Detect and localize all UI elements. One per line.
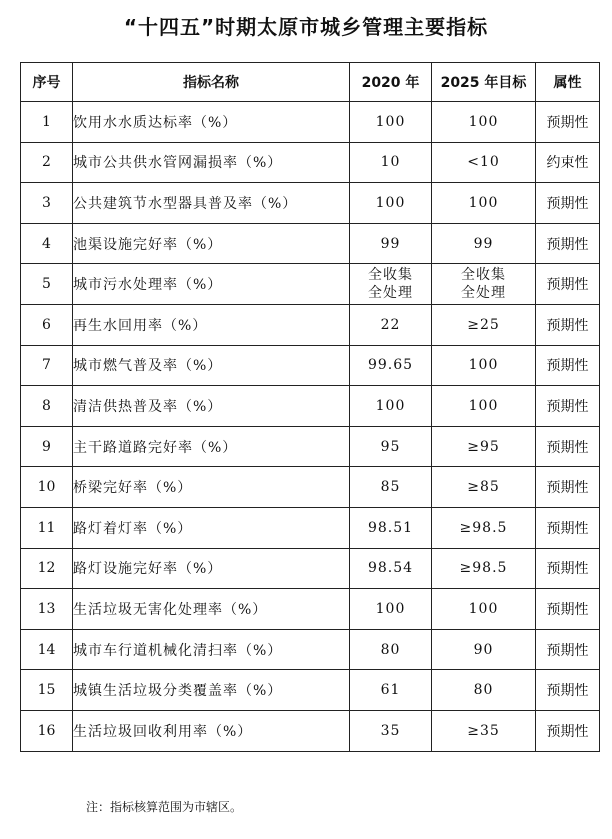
header-2020: 2020 年 (350, 63, 432, 102)
indicators-table (20, 62, 600, 752)
cell-indicator-name: 再生水回用率（%） (73, 304, 350, 345)
cell-serial-no: 12 (21, 548, 73, 589)
cell-serial-no: 7 (21, 345, 73, 386)
cell-serial-no: 11 (21, 507, 73, 548)
cell-value-2020: 99.65 (350, 345, 432, 386)
cell-indicator-name: 生活垃圾无害化处理率（%） (73, 589, 350, 630)
table-row (21, 345, 600, 386)
table-row (21, 142, 600, 183)
cell-attribute: 预期性 (536, 629, 600, 670)
cell-serial-no: 15 (21, 670, 73, 711)
cell-indicator-name: 清洁供热普及率（%） (73, 386, 350, 427)
cell-target-2025: ≥98.5 (432, 548, 536, 589)
cell-target-2025: 99 (432, 223, 536, 264)
cell-value-2020: 99 (350, 223, 432, 264)
cell-attribute: 预期性 (536, 548, 600, 589)
cell-indicator-name: 城市公共供水管网漏损率（%） (73, 142, 350, 183)
cell-attribute: 预期性 (536, 183, 600, 224)
cell-indicator-name: 池渠设施完好率（%） (73, 223, 350, 264)
cell-serial-no: 8 (21, 386, 73, 427)
cell-value-2020: 100 (350, 589, 432, 630)
cell-serial-no: 14 (21, 629, 73, 670)
cell-value-2020: 全收集 全处理 (350, 264, 432, 305)
cell-target-2025: ≥85 (432, 467, 536, 508)
cell-target-2025: 90 (432, 629, 536, 670)
cell-target-2025: ≥95 (432, 426, 536, 467)
cell-indicator-name: 路灯着灯率（%） (73, 507, 350, 548)
cell-value-2020: 22 (350, 304, 432, 345)
table-row (21, 304, 600, 345)
table-row (21, 467, 600, 508)
cell-serial-no: 1 (21, 102, 73, 143)
cell-serial-no: 16 (21, 710, 73, 751)
cell-attribute: 预期性 (536, 223, 600, 264)
cell-serial-no: 5 (21, 264, 73, 305)
cell-serial-no: 6 (21, 304, 73, 345)
cell-indicator-name: 城镇生活垃圾分类覆盖率（%） (73, 670, 350, 711)
table-row (21, 223, 600, 264)
cell-indicator-name: 城市污水处理率（%） (73, 264, 350, 305)
cell-attribute: 约束性 (536, 142, 600, 183)
cell-attribute: 预期性 (536, 670, 600, 711)
table-body (21, 102, 600, 752)
cell-value-2020: 100 (350, 386, 432, 427)
cell-indicator-name: 城市车行道机械化清扫率（%） (73, 629, 350, 670)
cell-value-2020: 61 (350, 670, 432, 711)
table-row (21, 386, 600, 427)
cell-value-2020: 95 (350, 426, 432, 467)
cell-serial-no: 4 (21, 223, 73, 264)
table-row (21, 670, 600, 711)
cell-value-2020: 85 (350, 467, 432, 508)
cell-attribute: 预期性 (536, 264, 600, 305)
cell-value-2020: 98.54 (350, 548, 432, 589)
cell-attribute: 预期性 (536, 386, 600, 427)
table-header-row (21, 63, 600, 102)
table-row (21, 589, 600, 630)
cell-target-2025: ≥35 (432, 710, 536, 751)
cell-indicator-name: 城市燃气普及率（%） (73, 345, 350, 386)
header-2025-target: 2025 年目标 (432, 63, 536, 102)
table-row (21, 507, 600, 548)
cell-target-2025: 80 (432, 670, 536, 711)
cell-attribute: 预期性 (536, 467, 600, 508)
cell-target-2025: ≥98.5 (432, 507, 536, 548)
cell-target-2025: 100 (432, 386, 536, 427)
cell-attribute: 预期性 (536, 102, 600, 143)
cell-indicator-name: 饮用水水质达标率（%） (73, 102, 350, 143)
table-row (21, 102, 600, 143)
table-row (21, 629, 600, 670)
cell-attribute: 预期性 (536, 304, 600, 345)
header-indicator-name: 指标名称 (73, 63, 350, 102)
cell-target-2025: 全收集 全处理 (432, 264, 536, 305)
page-title: “十四五”时期太原市城乡管理主要指标 (123, 15, 489, 39)
footnote: 注：指标核算范围为市辖区。 (86, 800, 243, 814)
cell-target-2025: 100 (432, 183, 536, 224)
cell-value-2020: 100 (350, 183, 432, 224)
table-row (21, 264, 600, 305)
cell-attribute: 预期性 (536, 507, 600, 548)
cell-indicator-name: 主干路道路完好率（%） (73, 426, 350, 467)
cell-attribute: 预期性 (536, 589, 600, 630)
cell-target-2025: 100 (432, 345, 536, 386)
cell-attribute: 预期性 (536, 345, 600, 386)
table-row (21, 183, 600, 224)
cell-serial-no: 3 (21, 183, 73, 224)
header-serial-no: 序号 (21, 63, 73, 102)
cell-target-2025: <10 (432, 142, 536, 183)
cell-attribute: 预期性 (536, 426, 600, 467)
cell-indicator-name: 公共建筑节水型器具普及率（%） (73, 183, 350, 224)
cell-serial-no: 13 (21, 589, 73, 630)
cell-target-2025: 100 (432, 102, 536, 143)
cell-indicator-name: 路灯设施完好率（%） (73, 548, 350, 589)
table-row (21, 426, 600, 467)
table-row (21, 710, 600, 751)
cell-indicator-name: 桥梁完好率（%） (73, 467, 350, 508)
cell-value-2020: 100 (350, 102, 432, 143)
cell-indicator-name: 生活垃圾回收利用率（%） (73, 710, 350, 751)
cell-target-2025: ≥25 (432, 304, 536, 345)
cell-attribute: 预期性 (536, 710, 600, 751)
cell-value-2020: 98.51 (350, 507, 432, 548)
cell-value-2020: 10 (350, 142, 432, 183)
cell-value-2020: 35 (350, 710, 432, 751)
cell-target-2025: 100 (432, 589, 536, 630)
cell-serial-no: 9 (21, 426, 73, 467)
table-row (21, 548, 600, 589)
cell-value-2020: 80 (350, 629, 432, 670)
cell-serial-no: 10 (21, 467, 73, 508)
cell-serial-no: 2 (21, 142, 73, 183)
header-attribute: 属性 (536, 63, 600, 102)
